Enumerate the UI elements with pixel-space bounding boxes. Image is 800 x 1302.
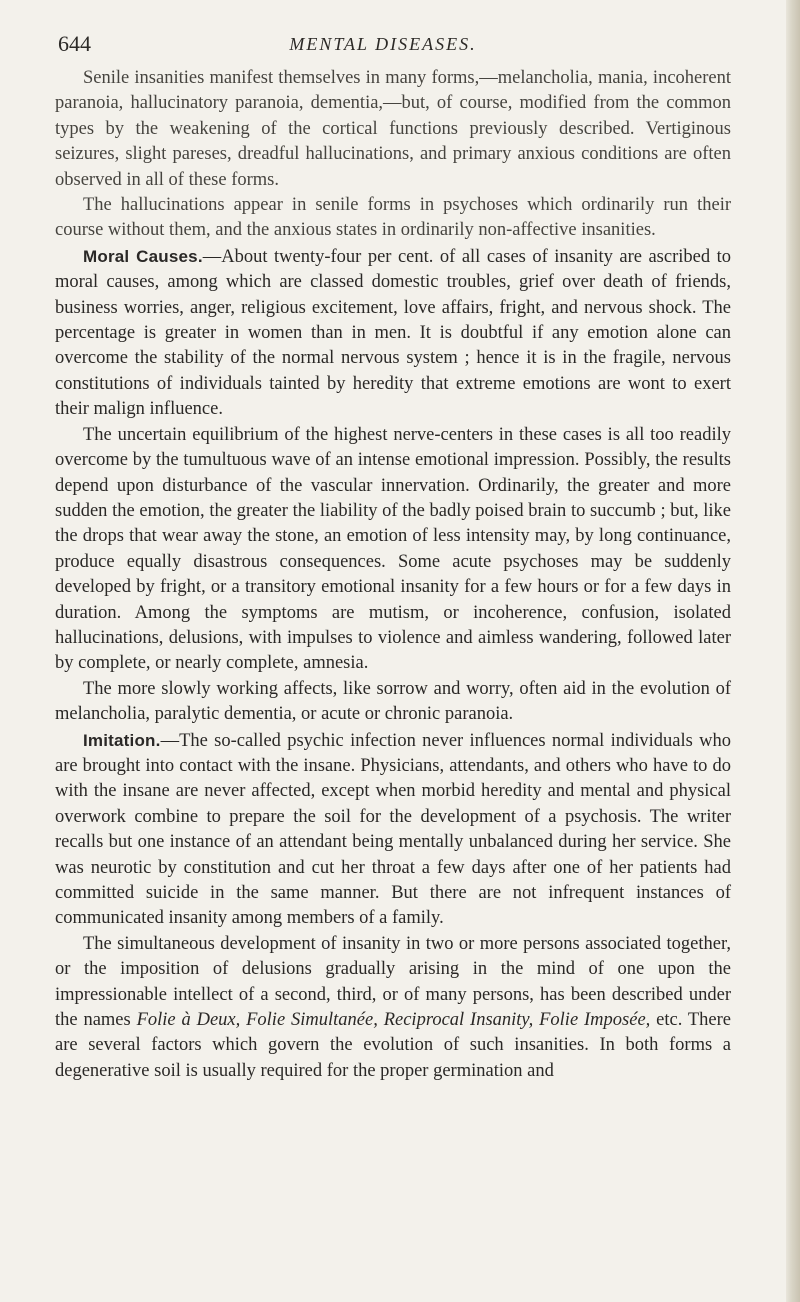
section-heading-imitation: Imitation. [83,730,161,750]
page-number: 644 [58,31,91,56]
page-header [58,28,708,60]
paragraph-imitation [55,728,731,932]
paragraph-moral-causes [55,244,731,423]
paragraph-senile-insanities: Senile insanities manifest themselves in many forms,—melancholia, mania, incoherent paranoia, hallucinatory paranoia, dementia,—but, of course, modified from the common types by the weakening of the cortical functions previously described. Vertiginous seizures, slight pareses, dreadful hallucinations, and primary anxious conditions are often observed in all of these forms. [55,68,731,190]
section-heading-moral-causes: Moral Causes. [83,246,203,266]
paragraph-simultaneous-development [55,932,731,1084]
body-text [55,66,731,1084]
paragraph-simultaneous-text-b: etc. There are several factors which govern the evolution of such insanities. In both forms a degenerative soil is usually required for the proper germination and [55,1010,731,1081]
page-edge [786,0,800,1302]
paragraph-moral-causes-text: —About twenty-four per cent. of all cases of insanity are ascribed to moral causes, among which are classed domestic troubles, grief over death of friends, business worries, anger, religious excitement, love affairs, fright, and nervous shock. The percentage is greater in women than in men. It is doubtful if any emotion alone can overcome the stability of the normal nervous system ; hence it is in the fragile, nervous constitutions of individuals tainted by heredity that extreme emotions are wont to exert their malign influence. [55,246,731,420]
paragraph-slow-affects: The more slowly working affects, like sorrow and worry, often aid in the evolution of melancholia, paralytic dementia, or acute or chronic paranoia. [55,678,731,725]
italic-terms: Folie à Deux, Folie Simultanée, Reciprocal Insanity, Folie Imposée, [136,1010,651,1031]
running-head: MENTAL DISEASES. [289,34,477,54]
paragraph-hallucinations: The hallucinations appear in senile forms in psychoses which ordinarily run their course without them, and the anxious states in ordinarily non-affective insanities. [55,195,731,241]
paragraph-simultaneous-text-a: The simultaneous development of insanity in two or more persons associated together, or the imposition of delusions gradually arising in the mind of one upon the impressionable intellect of a second, third, or of many persons, has been described under the names [55,933,731,1031]
paragraph-imitation-text: —The so-called psychic infection never influences normal individuals who are brought into contact with the insane. Physicians, attendants, and others who have to do with the insane are never affected, except when morbid heredity and mental and physical overwork combine to prepare the soil for the development of a psychosis. The writer recalls but one instance of an attendant being mentally unbalanced during her service. She was neurotic by constitution and cut her throat a few days after one of her patients had committed suicide in the same manner. But there are not infrequent instances of communicated insanity among members of a family. [55,730,731,929]
paragraph-equilibrium: The uncertain equilibrium of the highest nerve-centers in these cases is all too readily overcome by the tumultuous wave of an intense emotional impression. Possibly, the results depend upon disturbance of the vascular innervation. Ordinarily, the greater and more sudden the emotion, the greater the liability of the badly poised brain to succumb ; but, like the drops that wear away the stone, an emotion of less intensity may, by long continuance, produce equally disastrous consequences. Some acute psychoses may be suddenly developed by fright, or a transitory emotional insanity for a few hours or for a few days in duration. Among the symptoms are mutism, or incoherence, confusion, isolated hallucinations, delusions, with impulses to violence and aimless wandering, followed later by complete, or nearly complete, amnesia. [55,424,731,674]
